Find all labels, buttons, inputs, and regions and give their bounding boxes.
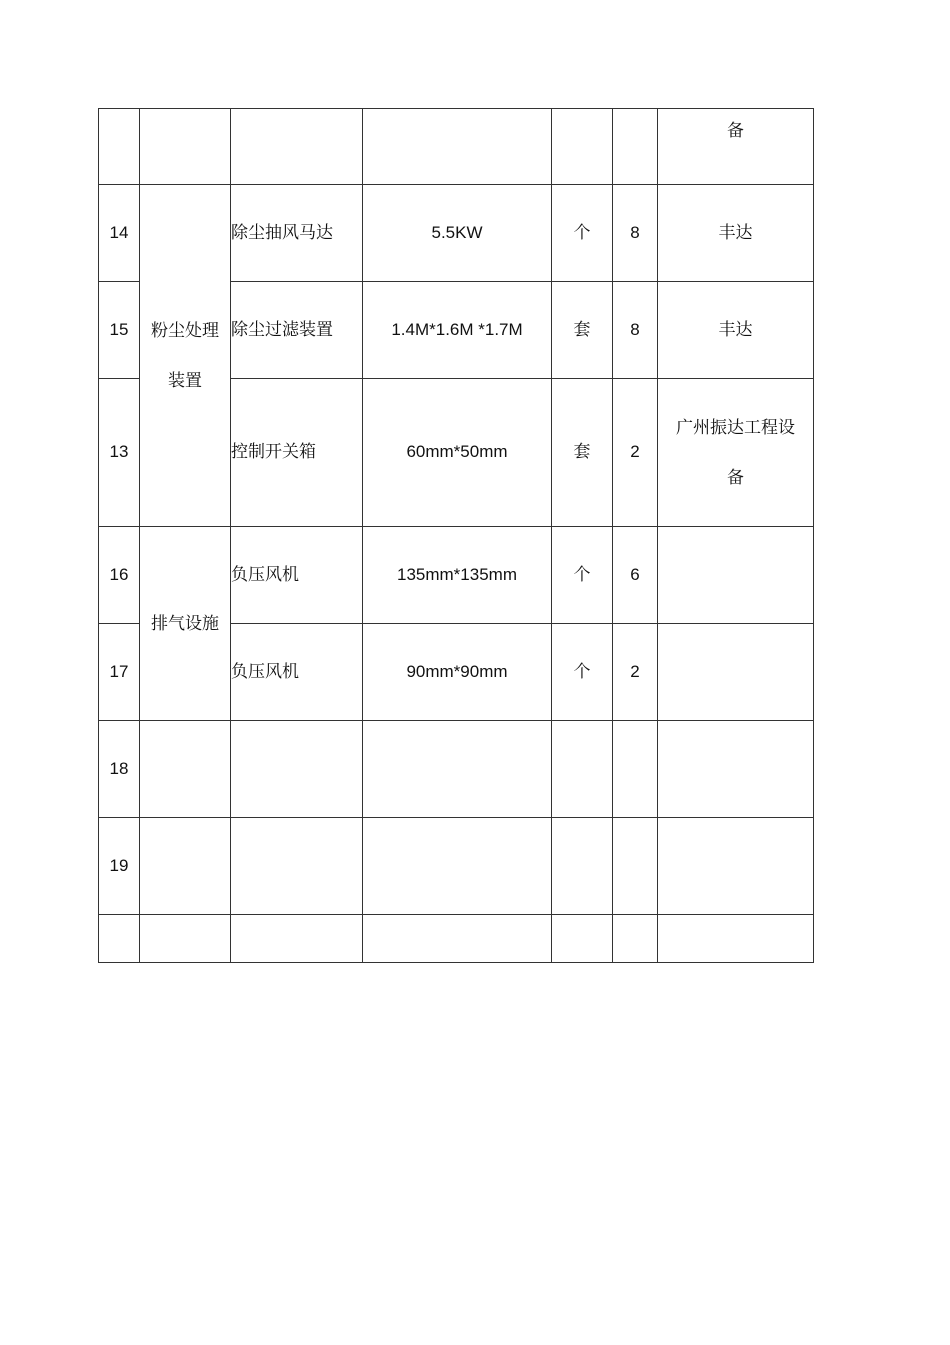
cell-no: 14: [99, 185, 140, 282]
cell-category: [140, 915, 231, 963]
note-line: 广州振达工程设: [676, 417, 795, 438]
table-row: [99, 818, 814, 915]
table-row: [99, 185, 814, 282]
category-line: 粉尘处理: [151, 320, 219, 341]
cell-unit: 套: [552, 282, 613, 379]
cell-unit: 个: [552, 624, 613, 721]
cell-spec: [363, 818, 552, 915]
cell-qty: 2: [613, 624, 658, 721]
cell-spec: [363, 721, 552, 818]
cell-category: [140, 109, 231, 185]
cell-note: [658, 915, 814, 963]
cell-name: 负压风机: [231, 624, 363, 721]
cell-spec: [363, 915, 552, 963]
table-row: [99, 527, 814, 624]
cell-note: [658, 624, 814, 721]
table-row: [99, 721, 814, 818]
cell-note: 丰达: [658, 185, 814, 282]
cell-name: [231, 721, 363, 818]
table-row: [99, 109, 814, 185]
cell-note: [658, 818, 814, 915]
cell-unit: 套: [552, 379, 613, 527]
cell-note: [658, 721, 814, 818]
category-line: 装置: [168, 370, 202, 391]
cell-name: 负压风机: [231, 527, 363, 624]
cell-note: 备: [658, 109, 814, 185]
cell-no: 15: [99, 282, 140, 379]
category-line: 排气设施: [151, 613, 219, 634]
cell-spec: 135mm*135mm: [363, 527, 552, 624]
cell-no: 18: [99, 721, 140, 818]
cell-qty: 6: [613, 527, 658, 624]
cell-name: 除尘抽风马达: [231, 185, 363, 282]
cell-no: [99, 109, 140, 185]
cell-no: 17: [99, 624, 140, 721]
cell-note: [658, 379, 814, 527]
cell-no: 19: [99, 818, 140, 915]
equipment-table: [98, 108, 814, 963]
cell-note: [658, 527, 814, 624]
cell-category: [140, 721, 231, 818]
cell-spec: [363, 109, 552, 185]
cell-name: 控制开关箱: [231, 379, 363, 527]
cell-note: 丰达: [658, 282, 814, 379]
cell-spec: 60mm*50mm: [363, 379, 552, 527]
cell-qty: [613, 721, 658, 818]
cell-unit: 个: [552, 185, 613, 282]
cell-qty: 8: [613, 282, 658, 379]
cell-unit: [552, 721, 613, 818]
cell-name: [231, 109, 363, 185]
table-row: [99, 915, 814, 963]
note-line: 备: [727, 467, 744, 488]
cell-unit: 个: [552, 527, 613, 624]
cell-category: [140, 185, 231, 527]
cell-name: [231, 915, 363, 963]
cell-no: 16: [99, 527, 140, 624]
cell-qty: [613, 915, 658, 963]
cell-spec: 5.5KW: [363, 185, 552, 282]
cell-qty: 8: [613, 185, 658, 282]
cell-spec: 90mm*90mm: [363, 624, 552, 721]
cell-qty: [613, 818, 658, 915]
cell-no: 13: [99, 379, 140, 527]
cell-unit: [552, 915, 613, 963]
cell-name: 除尘过滤装置: [231, 282, 363, 379]
cell-unit: [552, 109, 613, 185]
cell-name: [231, 818, 363, 915]
cell-qty: [613, 109, 658, 185]
cell-unit: [552, 818, 613, 915]
cell-no: [99, 915, 140, 963]
cell-category: [140, 818, 231, 915]
cell-category: [140, 527, 231, 721]
cell-spec: 1.4M*1.6M *1.7M: [363, 282, 552, 379]
cell-qty: 2: [613, 379, 658, 527]
